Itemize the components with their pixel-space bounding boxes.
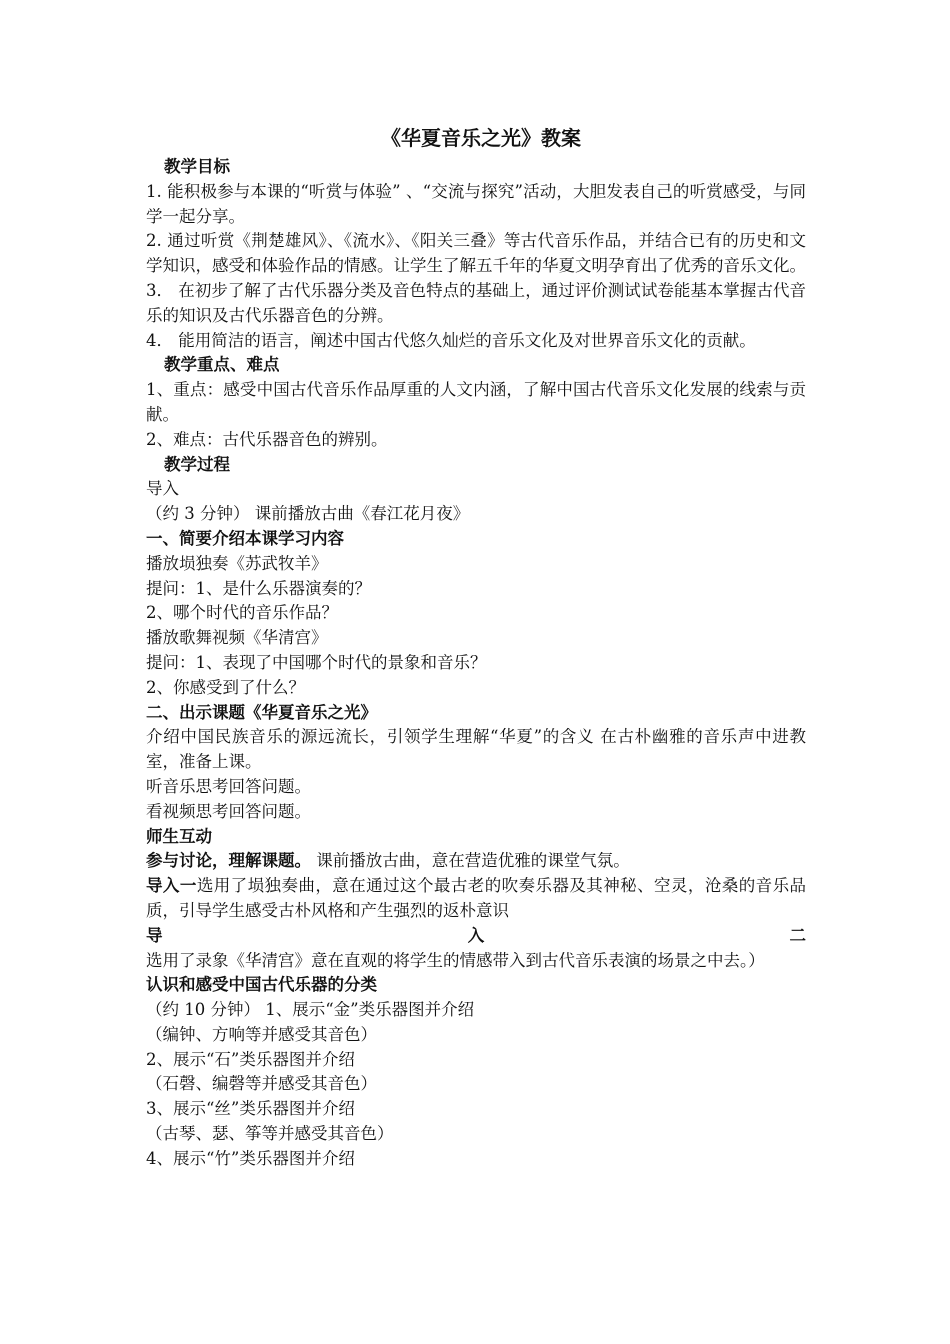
intro1-bold: 导入一 xyxy=(146,876,197,896)
goal-item: 4． 能用简洁的语言，阐述中国古代悠久灿烂的音乐文化及对世界音乐文化的贡献。 xyxy=(146,330,756,350)
keypoints-heading: 教学重点、难点 xyxy=(164,355,280,375)
document-body xyxy=(146,155,806,1172)
text-line: 看视频思考回答问题。 xyxy=(146,801,311,821)
text-paragraph: 介绍中国民族音乐的源远流长，引领学生理解“华夏”的含义 在古朴幽雅的音乐声中进教室，准备上课。 xyxy=(146,727,806,772)
intro1-paragraph xyxy=(146,874,806,924)
text-line: 3、展示“丝”类乐器图并介绍 xyxy=(146,1099,355,1119)
goal-item: 3． 在初步了解了古代乐器分类及音色特点的基础上，通过评价测试试卷能基本掌握古代音乐的知识及古代乐器音色的分辨。 xyxy=(146,280,806,325)
text-line: 播放歌舞视频《华清宫》 xyxy=(146,628,328,648)
goal-item: 1. 能积极参与本课的“听赏与体验” 、“交流与探究”活动，大胆发表自己的听赏感受，与同学一起分享。 xyxy=(146,181,806,226)
text-line: （编钟、方响等并感受其音色） xyxy=(146,1024,377,1044)
document-title: 《华夏音乐之光》教案 xyxy=(381,126,581,150)
keypoint-item: 1、重点：感受中国古代音乐作品厚重的人文内涵，了解中国古代音乐文化发展的线索与贡献。 xyxy=(146,380,806,424)
text-line: 2、哪个时代的音乐作品？ xyxy=(146,603,338,623)
keypoint-item: 2、难点：古代乐器音色的辨别。 xyxy=(146,429,388,449)
intro-label: 导入 xyxy=(146,479,179,499)
part1-heading: 一、简要介绍本课学习内容 xyxy=(146,528,344,548)
intro2-text: 选用了录象《华清宫》意在直观的将学生的情感带入到古代音乐表演的场景之中去。） xyxy=(146,950,765,970)
text-line: 播放埙独奏《苏武牧羊》 xyxy=(146,553,328,573)
discuss-line xyxy=(146,849,806,874)
text-line: 2、展示“石”类乐器图并介绍 xyxy=(146,1049,355,1069)
text-line: 提问：1、是什么乐器演奏的？ xyxy=(146,578,371,598)
goal-item: 2. 通过听赏《荆楚雄风》、《流水》、《阳关三叠》等古代音乐作品，并结合已有的历史和文学知识，感受和体验作品的情感。让学生了解五千年的华夏文明孕育出了优秀的音乐文化。 xyxy=(146,231,806,276)
part2-heading: 二、出示课题《华夏音乐之光》 xyxy=(146,702,377,722)
interaction-heading: 师生互动 xyxy=(146,826,212,846)
text-line: （古琴、瑟、筝等并感受其音色） xyxy=(146,1124,394,1144)
intro2-bold: 导入二 xyxy=(146,925,806,945)
text-line: （石磬、编磬等并感受其音色） xyxy=(146,1074,377,1094)
intro2-paragraph xyxy=(146,924,806,974)
process-heading: 教学过程 xyxy=(164,454,230,474)
intro1-text: 选用了埙独奏曲，意在通过这个最古老的吹奏乐器及其神秘、空灵，沧桑的音乐品质，引导学生感受古朴风格和产生强烈的返朴意识 xyxy=(146,876,806,920)
text-line: 2、你感受到了什么？ xyxy=(146,677,305,697)
goals-heading: 教学目标 xyxy=(164,157,230,176)
discuss-bold: 参与讨论，理解课题。 xyxy=(146,851,311,871)
text-line: （约 10 分钟） 1、展示“金”类乐器图并介绍 xyxy=(146,1000,475,1020)
instruments-heading: 认识和感受中国古代乐器的分类 xyxy=(146,975,377,995)
text-line: 提问：1、表现了中国哪个时代的景象和音乐？ xyxy=(146,652,487,672)
text-line: 4、展示“竹”类乐器图并介绍 xyxy=(146,1148,355,1168)
discuss-text: 课前播放古曲，意在营造优雅的课堂气氛。 xyxy=(311,851,630,871)
intro-line: （约 3 分钟） 课前播放古曲《春江花月夜》 xyxy=(146,504,470,524)
text-line: 听音乐思考回答问题。 xyxy=(146,776,311,796)
